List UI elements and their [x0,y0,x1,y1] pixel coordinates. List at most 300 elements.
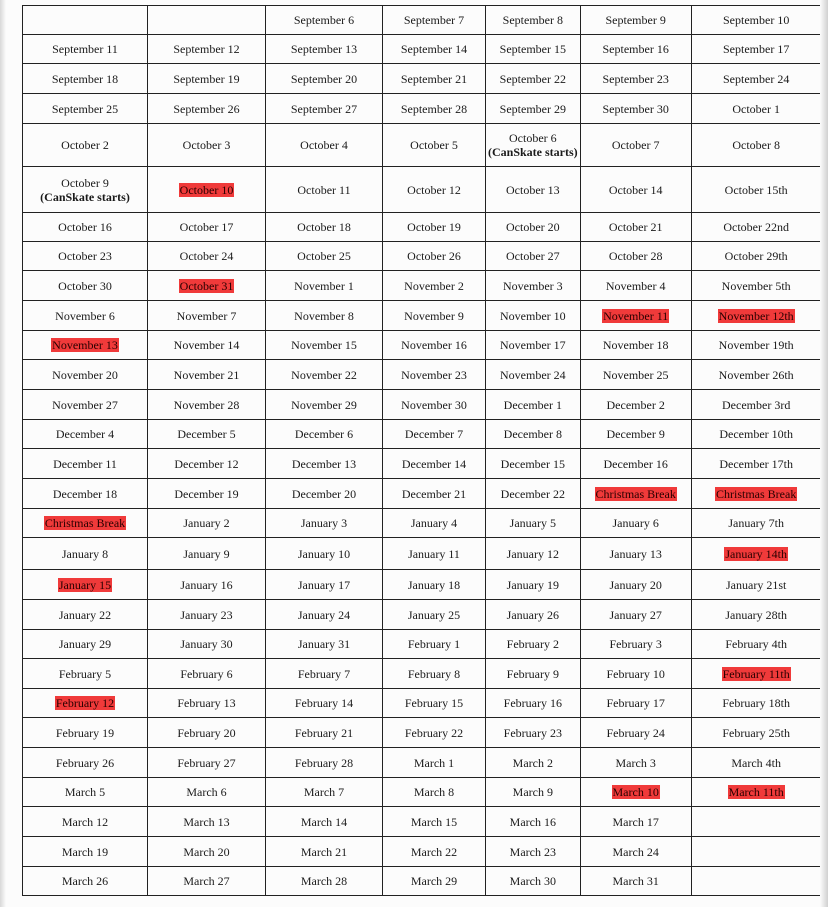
date-cell [266,360,383,390]
date-cell [580,242,691,271]
date-label: September 9 [605,13,666,27]
date-cell [148,630,266,659]
date-cell [383,301,486,331]
date-cell [383,64,486,94]
date-cell [266,301,383,331]
date-cell [23,94,148,124]
highlighted-date: March 10 [612,785,659,799]
date-label: January 30 [180,637,233,651]
calendar-row [23,509,822,538]
date-cell [23,807,148,837]
canskate-start-note: (CanSkate starts) [488,145,578,159]
date-cell [486,167,581,213]
calendar-row [23,600,822,630]
calendar-row [23,867,822,896]
date-cell [486,630,581,659]
date-cell [148,167,266,213]
date-label: March 7 [303,785,345,799]
date-label: January 9 [183,546,230,561]
date-cell [148,360,266,390]
date-label: October 15th [724,182,788,197]
date-cell [23,331,148,360]
date-cell [691,538,821,570]
date-label: December 13 [291,456,357,471]
date-cell [266,213,383,242]
date-label: February 7 [297,666,351,681]
highlighted-date: February 12 [55,696,115,710]
date-cell [266,509,383,538]
date-cell [148,35,266,64]
date-cell [148,748,266,778]
date-label: March 23 [509,844,556,859]
date-label: September 6 [293,13,355,27]
date-cell [23,360,148,390]
date-label: November 20 [52,367,118,382]
date-cell [266,124,383,167]
date-cell [266,778,383,807]
date-label: February 22 [404,725,464,740]
date-cell [266,6,383,35]
date-label: September 28 [400,101,468,116]
date-label: October 8 [732,138,780,152]
date-cell [691,331,821,360]
calendar-row [23,718,822,748]
date-cell [266,167,383,213]
calendar-row [23,301,822,331]
date-cell [486,420,581,449]
date-cell [23,689,148,718]
date-cell [383,35,486,64]
date-cell [580,124,691,167]
date-label: February 26 [55,755,115,770]
date-cell [691,689,821,718]
date-label: February 25th [722,725,790,740]
date-label: November 15 [291,338,357,352]
date-cell [691,390,821,420]
date-cell [580,570,691,600]
date-cell [486,509,581,538]
date-label: October 6 [509,131,557,145]
date-cell [486,718,581,748]
date-cell [691,301,821,331]
calendar-body [23,6,822,896]
date-label: February 18th [722,696,790,710]
date-cell [383,479,486,509]
date-cell [23,35,148,64]
date-cell [23,420,148,449]
calendar-row [23,6,822,35]
date-label: October 29th [724,249,788,263]
date-label: February 5 [58,666,112,681]
date-cell [580,630,691,659]
date-cell [691,778,821,807]
date-cell [148,271,266,301]
date-label: January 3 [300,516,348,530]
date-label: January 23 [180,607,233,622]
date-label: February 10 [606,666,665,681]
date-label: November 9 [404,308,464,323]
date-cell [580,718,691,748]
calendar-row [23,837,822,867]
date-label: January 24 [297,607,351,622]
date-label: September 7 [403,13,465,27]
date-label: October 17 [179,220,234,234]
date-cell [383,600,486,630]
calendar-row [23,630,822,659]
date-label: February 3 [609,637,662,651]
date-label: November 14 [173,338,240,352]
date-label: March 24 [612,844,659,859]
date-cell [691,271,821,301]
calendar-row [23,659,822,689]
date-cell [486,867,581,896]
date-cell [266,64,383,94]
calendar-row [23,420,822,449]
date-label: October 27 [506,249,560,263]
date-label: January 8 [61,546,109,561]
date-label: February 1 [407,637,461,651]
date-cell [691,630,821,659]
date-cell [148,778,266,807]
date-cell [691,6,821,35]
date-label: November 4 [605,278,666,293]
date-cell [266,271,383,301]
date-cell [23,718,148,748]
date-cell [148,807,266,837]
calendar-row [23,271,822,301]
date-cell [486,6,581,35]
highlighted-date: January 15 [58,577,112,592]
date-label: September 27 [290,101,358,116]
calendar-row [23,213,822,242]
date-cell [580,538,691,570]
date-cell [266,630,383,659]
date-label: March 8 [413,785,455,799]
date-cell [691,94,821,124]
date-label: March 9 [512,785,553,799]
date-cell [383,242,486,271]
date-cell [383,718,486,748]
date-cell [486,659,581,689]
date-cell [23,538,148,570]
calendar-row [23,538,822,570]
date-cell [580,867,691,896]
date-cell [23,390,148,420]
date-label: March 12 [61,814,109,829]
date-label: October 20 [506,220,560,234]
date-cell [148,689,266,718]
date-cell [486,449,581,479]
date-label: March 1 [413,755,455,770]
date-cell [486,213,581,242]
date-cell [23,659,148,689]
date-cell [580,420,691,449]
date-cell [486,778,581,807]
date-cell [383,538,486,570]
date-label: September 18 [51,71,119,86]
date-label: December 9 [606,427,665,441]
date-cell [580,807,691,837]
date-cell [23,167,148,213]
date-label: December 3rd [722,397,791,412]
date-label: October 5 [410,138,458,152]
calendar-row [23,570,822,600]
date-label: November 22 [291,367,357,382]
date-cell [383,360,486,390]
date-label: February 14 [294,696,354,710]
date-label: October 4 [300,138,348,152]
date-cell [486,94,581,124]
date-label: November 17 [500,338,566,352]
date-cell [23,600,148,630]
date-cell [383,659,486,689]
date-label: January 5 [509,516,556,530]
date-label: March 6 [186,785,227,799]
date-cell [691,479,821,509]
date-cell [23,630,148,659]
date-label: November 8 [294,308,354,323]
date-cell [691,807,821,837]
date-label: December 17th [719,456,793,471]
date-cell [691,124,821,167]
date-cell [383,449,486,479]
date-label: January 7th [728,516,784,530]
date-label: October 14 [608,182,663,197]
date-label: October 2 [61,138,109,152]
date-label: February 21 [294,725,354,740]
date-cell [691,167,821,213]
date-label: October 9 [61,175,109,190]
date-label: September 22 [499,71,566,86]
date-label: February 17 [606,696,665,710]
date-cell [580,331,691,360]
date-cell [486,748,581,778]
date-cell [486,35,581,64]
date-label: October 16 [58,220,112,234]
date-cell [691,449,821,479]
date-label: January 31 [297,637,351,651]
date-label: March 3 [615,755,656,770]
date-cell [383,748,486,778]
date-label: January 11 [408,546,460,561]
date-label: December 18 [52,486,118,501]
date-cell [580,64,691,94]
date-label: March 14 [300,814,348,829]
date-cell [580,35,691,64]
date-cell [580,689,691,718]
date-cell [148,538,266,570]
date-label: March 16 [509,814,556,829]
date-label: September 8 [502,13,563,27]
calendar-row [23,390,822,420]
calendar-row [23,64,822,94]
date-cell [383,867,486,896]
date-label: December 20 [291,486,357,501]
date-label: March 4th [731,755,781,770]
date-label: January 6 [612,516,659,530]
date-cell [148,600,266,630]
date-cell [148,213,266,242]
calendar-row [23,689,822,718]
date-label: September 16 [602,42,669,56]
date-cell [580,271,691,301]
date-label: November 7 [176,308,237,323]
date-cell [486,124,581,167]
date-label: December 16 [603,456,668,471]
date-cell [383,630,486,659]
date-label: December 8 [503,427,562,441]
date-cell [486,301,581,331]
date-label: November 29 [291,397,357,412]
date-label: September 20 [290,71,358,86]
date-label: December 14 [401,456,467,471]
date-label: September 11 [52,42,118,56]
date-cell [148,718,266,748]
date-cell [23,124,148,167]
date-cell [486,390,581,420]
date-cell [383,94,486,124]
date-label: October 23 [58,249,112,263]
date-cell [148,124,266,167]
date-cell [23,449,148,479]
date-cell [266,94,383,124]
highlighted-date: November 13 [52,338,118,352]
date-label: February 28 [294,755,354,770]
date-cell [148,509,266,538]
date-label: October 11 [297,182,351,197]
canskate-start-note: (CanSkate starts) [40,189,130,204]
date-label: February 23 [503,725,562,740]
date-label: October 1 [732,101,780,116]
highlighted-date: November 12th [718,308,794,323]
date-label: November 19th [718,338,794,352]
date-label: December 22 [500,486,565,501]
date-label: March 2 [512,755,553,770]
date-label: January 25 [407,607,461,622]
date-cell [266,570,383,600]
date-label: December 5 [177,427,236,441]
date-cell [580,449,691,479]
date-cell [580,479,691,509]
date-label: January 26 [506,607,559,622]
date-label: December 15 [500,456,565,471]
date-label: December 21 [401,486,467,501]
highlighted-date: October 10 [179,182,234,197]
date-label: February 6 [180,666,233,681]
date-cell [580,6,691,35]
date-label: October 7 [611,138,660,152]
date-label: December 2 [606,397,665,412]
date-label: March 29 [410,874,458,888]
date-cell [266,390,383,420]
date-label: February 13 [177,696,236,710]
date-cell [580,94,691,124]
date-label: October 22nd [723,220,789,234]
calendar-row [23,94,822,124]
calendar-row [23,807,822,837]
highlighted-date: Christmas Break [595,486,676,501]
date-label: November 30 [401,397,467,412]
date-label: September 25 [51,101,119,116]
date-label: February 15 [404,696,464,710]
date-cell [486,271,581,301]
date-label: November 18 [602,338,669,352]
date-label: October 30 [58,278,112,293]
date-cell [266,689,383,718]
date-cell [691,867,821,896]
date-label: December 19 [174,486,239,501]
date-label: March 21 [300,844,348,859]
date-cell [486,837,581,867]
date-label: October 24 [179,249,234,263]
date-label: March 27 [183,874,230,888]
date-cell [691,837,821,867]
date-label: January 21st [726,577,787,592]
date-cell [266,867,383,896]
date-cell [23,6,148,35]
date-label: September 12 [173,42,240,56]
date-cell [23,64,148,94]
date-cell [266,242,383,271]
highlighted-date: January 14th [725,546,787,561]
date-cell [148,94,266,124]
date-label: January 2 [183,516,230,530]
date-label: November 6 [55,308,115,323]
date-label: February 19 [55,725,115,740]
date-cell [580,659,691,689]
date-label: January 10 [297,546,351,561]
date-label: March 20 [183,844,230,859]
date-label: December 1 [503,397,562,412]
date-cell [486,64,581,94]
date-cell [23,509,148,538]
date-cell [486,689,581,718]
date-cell [383,6,486,35]
date-cell [148,242,266,271]
date-cell [580,301,691,331]
date-label: February 9 [506,666,559,681]
date-label: November 21 [173,367,240,382]
date-cell [383,837,486,867]
date-cell [580,360,691,390]
date-label: January 27 [609,607,662,622]
date-cell [23,867,148,896]
date-cell [691,509,821,538]
date-cell [383,390,486,420]
date-label: September 19 [173,71,240,86]
date-cell [580,837,691,867]
date-label: September 26 [173,101,240,116]
date-label: December 12 [174,456,239,471]
date-cell [580,390,691,420]
date-cell [148,867,266,896]
date-label: January 17 [297,577,351,592]
date-cell [580,778,691,807]
date-cell [580,509,691,538]
date-cell [486,600,581,630]
date-cell [148,837,266,867]
calendar-row [23,479,822,509]
schedule-calendar-table [22,5,822,896]
date-cell [148,64,266,94]
date-label: March 31 [612,874,659,888]
date-label: September 24 [723,71,790,86]
calendar-row [23,242,822,271]
highlighted-date: February 11th [722,666,790,681]
date-cell [266,420,383,449]
date-label: October 25 [297,249,351,263]
date-label: January 22 [58,607,112,622]
